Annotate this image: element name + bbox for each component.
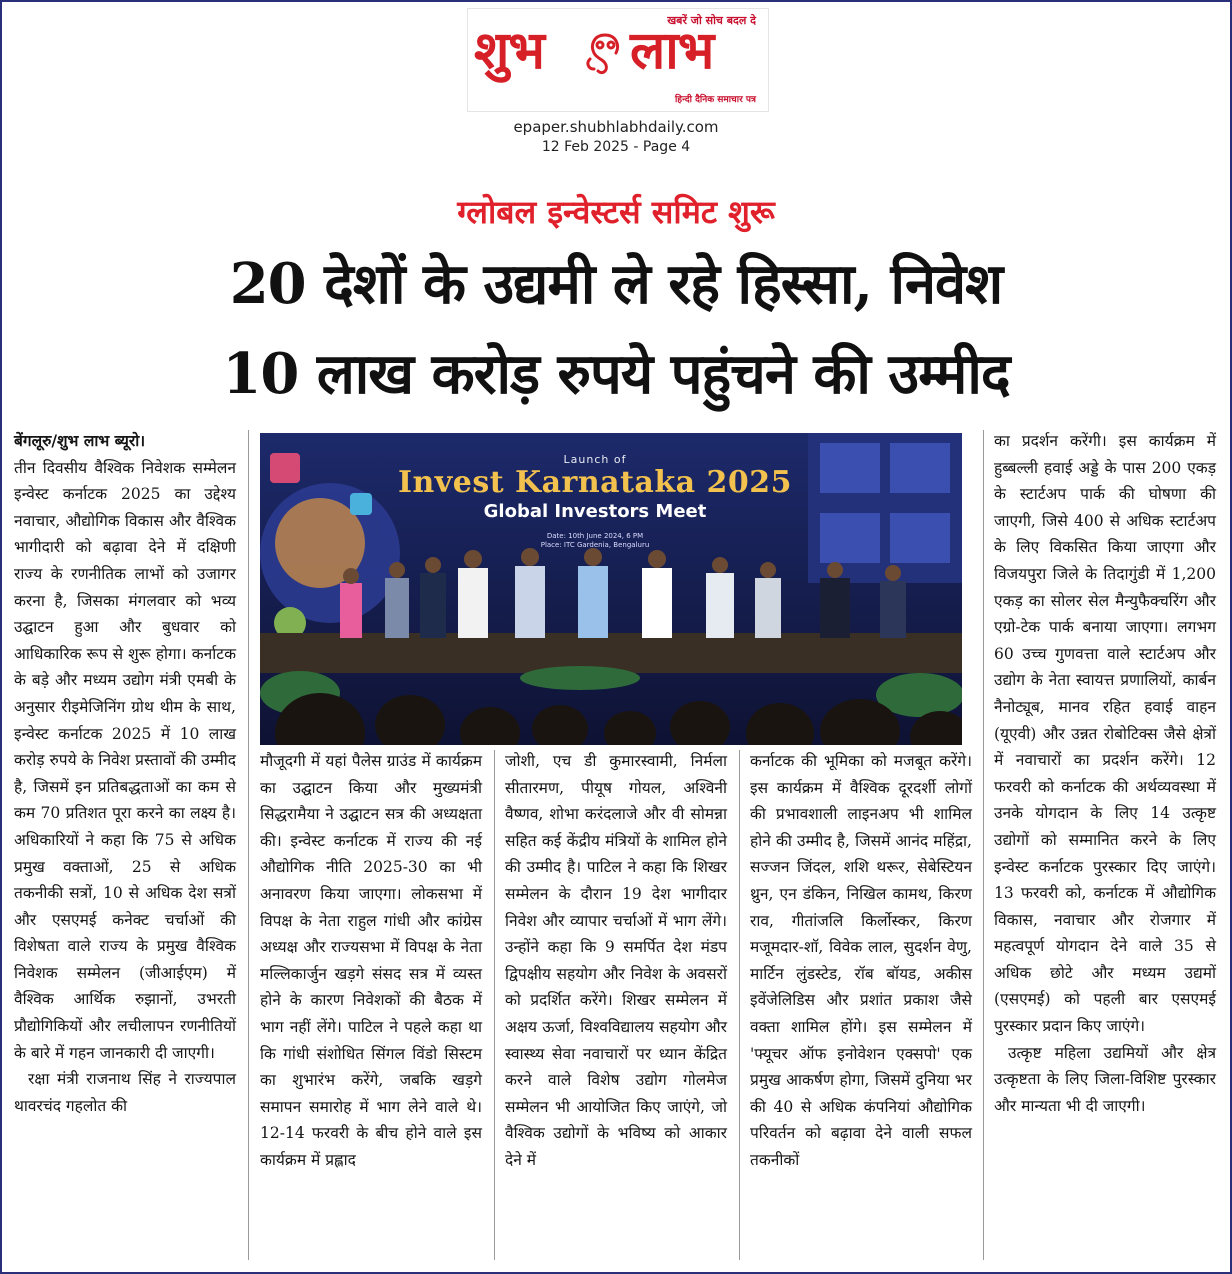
ganesh-emblem-icon: [582, 29, 628, 79]
masthead-tagline: खबरें जो सोच बदल दे: [667, 14, 756, 27]
article-column-5: [994, 428, 1216, 1119]
photo-meta-date: Date: 10th June 2024, 6 PM: [546, 532, 644, 540]
masthead-logo[interactable]: [467, 8, 769, 112]
dateline: बेंगलूरु/शुभ लाभ ब्यूरो।: [14, 431, 146, 450]
article-column-3: [505, 748, 727, 1174]
logo-word-right: लाभ: [630, 21, 714, 81]
column-1-paragraph-2: रक्षा मंत्री राजनाथ सिंह ने राज्यपाल थावरचंद गहलोत की: [14, 1070, 236, 1115]
article-column-4: [750, 748, 972, 1174]
photo-banner-title: Invest Karnataka 2025: [397, 465, 793, 500]
photo-banner-subtitle: Global Investors Meet: [483, 501, 707, 522]
headline-line-2: 10 लाख करोड़ रुपये पहुंचने की उम्मीद: [222, 341, 1010, 407]
date-page: 12 Feb 2025 - Page 4: [541, 139, 691, 155]
photo-banner: [370, 453, 820, 550]
article-column-2: [260, 748, 482, 1174]
column-2-paragraph: मौजूदगी में यहां पैलेस ग्राउंड में कार्यक्रम का उद्घाटन किया और मुख्यमंत्री सिद्धरामैया ने उद्घाटन सत्र की अध्यक्षता की। इन्वेस्ट कर्नाटक में राज्य की नई औद्योगिक नीति 2025-30 का भी अनावरण किया जाएगा। लोकसभा में विपक्ष के नेता राहुल गांधी और कांग्रेस अध्यक्ष और राज्यसभा में विपक्ष के नेता मल्लिकार्जुन खड़गे संसद सत्र में व्यस्त होने के कारण निवेशकों की बैठक में भाग नहीं लेंगे। पाटिल ने पहले कहा था कि गांधी संशोधित सिंगल विंडो सिस्टम का शुभारंभ करेंगे, जबकि खड़गे समापन समारोह में भाग लेने वाले थे। 12-14 फरवरी के बीच होने वाले इस कार्यक्रम में प्रह्लाद: [260, 752, 482, 1169]
masthead-subtag: हिन्दी दैनिक समाचार पत्र: [674, 95, 756, 105]
column-1-paragraph-1: तीन दिवसीय वैश्विक निवेशक सम्मेलन इन्वेस्ट कर्नाटक 2025 का उद्देश्य नवाचार, औद्योगिक विकास और वैश्विक भागीदारी को बढ़ावा देने में दक्षिणी राज्य के रणनीतिक लाभों को उजागर करना है, जिसका मंगलवार को भव्य उद्घाटन हुआ और बुधवार को आधिकारिक रूप से शुरू होगा। कर्नाटक के बड़े और मध्यम उद्योग मंत्री एमबी के अनुसार रीइमेजिनिंग ग्रोथ थीम के साथ, इन्वेस्ट कर्नाटक 2025 में 10 लाख करोड़ रुपये के निवेश प्रस्तावों की उम्मीद है, जिसमें इन प्रतिबद्धताओं का कम से कम 70 प्रतिशत पूरा करने का लक्ष्य है। अधिकारियों ने कहा कि 75 से अधिक प्रमुख वक्ताओं, 25 से अधिक तकनीकी सत्रों, 10 से अधिक देश सत्रों और एसएमई कनेक्ट चर्चाओं की विशेषता वाले राज्य के प्रमुख वैश्विक निवेशक सम्मेलन (जीआईएम) में वैश्विक आर्थिक रुझानों, उभरती प्रौद्योगिकियों और लचीलापन रणनीतियों के बारे में गहन जानकारी दी जाएगी।: [14, 458, 236, 1062]
column-5-paragraph-2: उत्कृष्ट महिला उद्यमियों और क्षेत्र उत्कृष्टता के लिए जिला-विशिष्ट पुरस्कार और मान्यता भी दी जाएगी।: [994, 1043, 1216, 1115]
headline-line-1: 20 देशों के उद्यमी ले रहे हिस्सा, निवेश: [229, 251, 1003, 317]
column-rule: [983, 430, 984, 1260]
epaper-url[interactable]: epaper.shubhlabhdaily.com: [513, 118, 719, 136]
column-5-paragraph-1: का प्रदर्शन करेंगी। इस कार्यक्रम में हुब्बल्ली हवाई अड्डे के पास 200 एकड़ के स्टार्टअप पार्क की घोषणा की जाएगी, जिसे 400 से अधिक स्टार्टअप के लिए विकसित किया जाएगा और विजयपुरा जिले के तिदागुंडी में 1,200 एकड़ का सोलर सेल मैन्युफैक्चरिंग और एग्रो-टेक पार्क बनाया जाएगा। लगभग 60 उच्च गुणवत्ता वाले स्टार्टअप और उद्योग के नेता स्वायत्त प्रणालियों, कार्बन नैनोट्यूब, मानव रहित हवाई वाहन (यूएवी) और उन्नत रोबोटिक्स जैसे क्षेत्रों में नवाचारों का प्रदर्शन करेंगे। 12 फरवरी को कर्नाटक की अर्थव्यवस्था में उनके योगदान के लिए 14 उत्कृष्ट उद्योगों को सम्मानित करने के लिए इन्वेस्ट कर्नाटक पुरस्कार दिए जाएंगे। 13 फरवरी को, कर्नाटक में औद्योगिक विकास, नवाचार और रोजगार में महत्वपूर्ण योगदान देने वाले 35 से अधिक छोटे और मध्यम उद्यमों (एसएमई) को पहली बार एसएमई पुरस्कार प्रदान किए जाएंगे।: [994, 432, 1216, 1036]
column-4-paragraph: कर्नाटक की भूमिका को मजबूत करेंगे। इस कार्यक्रम में वैश्विक दूरदर्शी लोगों की प्रभावशाली लाइनअप भी शामिल होने की उम्मीद है, जिसमें आनंद महिंद्रा, सज्जन जिंदल, शशि थरूर, सेबेस्टियन थ्रुन, एन डंकिन, निखिल कामथ, किरण राव, गीतांजलि किर्लोस्कर, किरण मजूमदार-शॉ, विवेक लाल, सुदर्शन वेणु, मार्टिन लुंडस्टेड, रॉब बॉयड, अकीस इवेंजेलिडिस और प्रशांत प्रकाश जैसे वक्ता शामिल होंगे। इस सम्मेलन में 'फ्यूचर ऑफ इनोवेशन एक्सपो' एक प्रमुख आकर्षण होगा, जिसमें दुनिया भर की 40 से अधिक कंपनियां औद्योगिक परिवर्तन को बढ़ावा देने वाली सफल तकनीकों: [750, 752, 972, 1169]
photo-launch-text: Launch of: [563, 453, 627, 466]
article-column-1: [14, 428, 236, 1119]
kicker-headline: ग्लोबल इन्वेस्टर्स समिट शुरू: [457, 193, 775, 231]
column-rule: [739, 750, 740, 1260]
column-rule: [494, 750, 495, 1260]
photo-meta-place: Place: ITC Gardenia, Bengaluru: [540, 541, 650, 550]
logo-word-left: शुभ: [474, 21, 544, 81]
column-rule: [248, 430, 249, 1260]
column-3-paragraph: जोशी, एच डी कुमारस्वामी, निर्मला सीतारमण, पीयूष गोयल, अश्विनी वैष्णव, शोभा करंदलाजे और वी सोमन्ना सहित कई केंद्रीय मंत्रियों के शामिल होने की उम्मीद है। पाटिल ने कहा कि शिखर सम्मेलन के दौरान 19 देश भागीदार निवेश और व्यापार चर्चाओं में भाग लेंगे। उन्होंने कहा कि 9 समर्पित देश मंडप द्विपक्षीय सहयोग और निवेश के अवसरों को प्रदर्शित करेंगे। शिखर सम्मेलन में अक्षय ऊर्जा, विश्वविद्यालय सहयोग और स्वास्थ्य सेवा नवाचारों पर ध्यान केंद्रित करने वाले विशेष उद्योग गोलमेज सम्मेलन भी आयोजित किए जाएंगे, जो वैश्विक उद्योगों के भविष्य को आकार देने में: [505, 752, 727, 1169]
photo-banner-meta: [370, 532, 820, 550]
event-photo[interactable]: [260, 433, 962, 745]
